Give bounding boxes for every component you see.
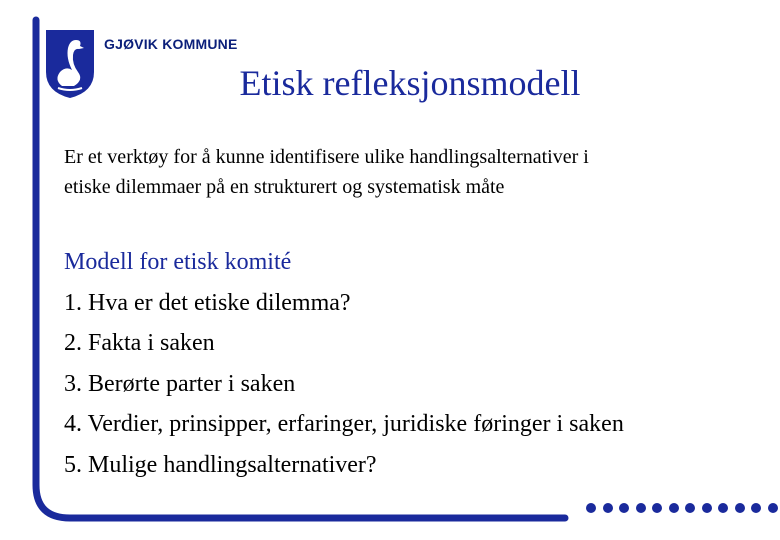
organization-name: GJØVIK KOMMUNE [104, 36, 238, 52]
list-item: 2. Fakta i saken [64, 330, 215, 356]
model-heading: Modell for etisk komité [64, 249, 292, 275]
list-item: 4. Verdier, prinsipper, erfaringer, juridiske føringer i saken [64, 411, 624, 437]
decorative-dot-row [586, 503, 780, 517]
decorative-dot [652, 503, 662, 513]
intro-line: Er et verktøy for å kunne identifisere ulike handlingsalternativer i [64, 146, 589, 168]
page-title: Etisk refleksjonsmodell [239, 63, 581, 103]
intro-text [64, 142, 744, 202]
list-item: 3. Berørte parter i saken [64, 370, 296, 397]
decorative-dot [685, 503, 695, 513]
decorative-dot [619, 503, 629, 513]
model-list [64, 242, 764, 485]
decorative-dot [586, 503, 596, 513]
decorative-dot [768, 503, 778, 513]
decorative-dot [603, 503, 613, 513]
decorative-dot [636, 503, 646, 513]
decorative-dot [702, 503, 712, 513]
decorative-dot [718, 503, 728, 513]
list-item: 1. Hva er det etiske dilemma? [64, 289, 351, 316]
decorative-dot [751, 503, 761, 513]
list-item: 5. Mulige handlingsalternativer? [64, 451, 377, 478]
intro-line: etiske dilemmaer på en strukturert og systematisk måte [64, 176, 505, 198]
decorative-dot [669, 503, 679, 513]
decorative-dot [735, 503, 745, 513]
